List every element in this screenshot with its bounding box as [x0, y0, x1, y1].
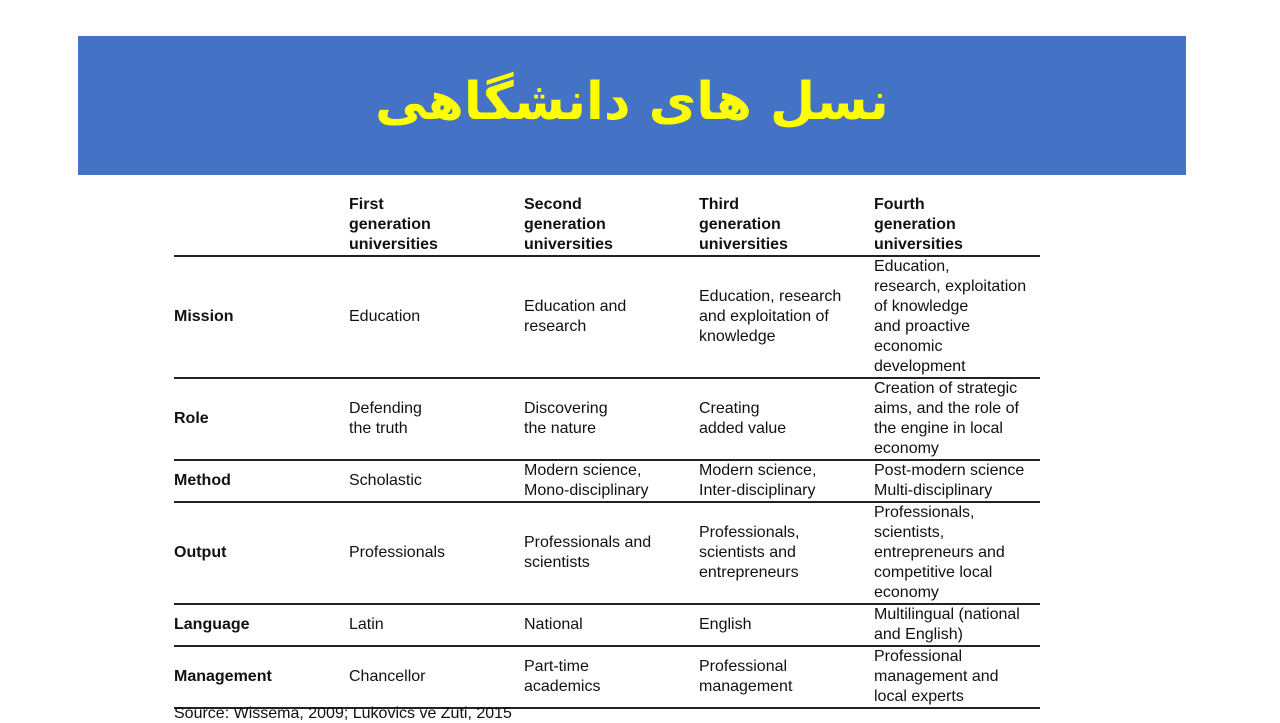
table-cell: Multilingual (national and English): [874, 606, 1020, 643]
row-label-role: Role: [174, 410, 209, 427]
table-row: [174, 378, 1040, 460]
table-cell: Professionals: [349, 544, 446, 561]
table-cell: Education: [349, 308, 421, 325]
table-cell: Discovering the nature: [524, 400, 608, 437]
table-row: [174, 646, 1040, 708]
table-cell: Chancellor: [349, 668, 426, 685]
table-cell: Defending the truth: [349, 400, 422, 437]
table-cell: Education, research and exploitation of knowledge: [699, 288, 842, 345]
row-label-mission: Mission: [174, 308, 234, 325]
row-label-language: Language: [174, 616, 250, 633]
table-cell: Professionals and scientists: [524, 534, 652, 571]
table-cell: Creation of strategic aims, and the role of the engine in local economy: [874, 380, 1019, 457]
row-label-method: Method: [174, 472, 231, 489]
row-label-output: Output: [174, 544, 227, 561]
table-cell: Education and research: [524, 298, 627, 335]
title-banner: [78, 36, 1186, 175]
table-cell: Scholastic: [349, 472, 422, 489]
header-first-generation: First generation universities: [349, 196, 438, 253]
source-citation: Source: Wissema, 2009; Lukovics ve Zuti, 2015: [174, 705, 512, 722]
header-blank: [174, 195, 349, 256]
table-cell: Modern science, Mono-disciplinary: [524, 462, 649, 499]
table-row: [174, 604, 1040, 646]
table-cell: Latin: [349, 616, 384, 633]
table-cell: National: [524, 616, 583, 633]
table-cell: Professionals, scientists, entrepreneurs and competitive local economy: [874, 504, 1005, 601]
university-generations-table: [174, 195, 1040, 709]
table-cell: Modern science, Inter-disciplinary: [699, 462, 817, 499]
table-cell: Post-modern science Multi-disciplinary: [874, 462, 1025, 499]
row-label-management: Management: [174, 668, 272, 685]
table-row: [174, 502, 1040, 604]
header-fourth-generation: Fourth generation universities: [874, 196, 963, 253]
header-second-generation: Second generation universities: [524, 196, 613, 253]
table-row: [174, 460, 1040, 502]
table-cell: Creating added value: [699, 400, 787, 437]
table-cell: Professional management: [699, 658, 793, 695]
slide-title: نسل های دانشگاهی: [375, 71, 889, 132]
table-cell: Education, research, exploitation of knowledge and proactive economic development: [874, 258, 1027, 375]
table-row: [174, 256, 1040, 378]
table-cell: Part-time academics: [524, 658, 601, 695]
table-cell: English: [699, 616, 752, 633]
table-cell: Professional management and local experts: [874, 648, 999, 705]
table-header-row: [174, 195, 1040, 256]
table-cell: Professionals, scientists and entrepreneurs: [699, 524, 800, 581]
header-third-generation: Third generation universities: [699, 196, 788, 253]
